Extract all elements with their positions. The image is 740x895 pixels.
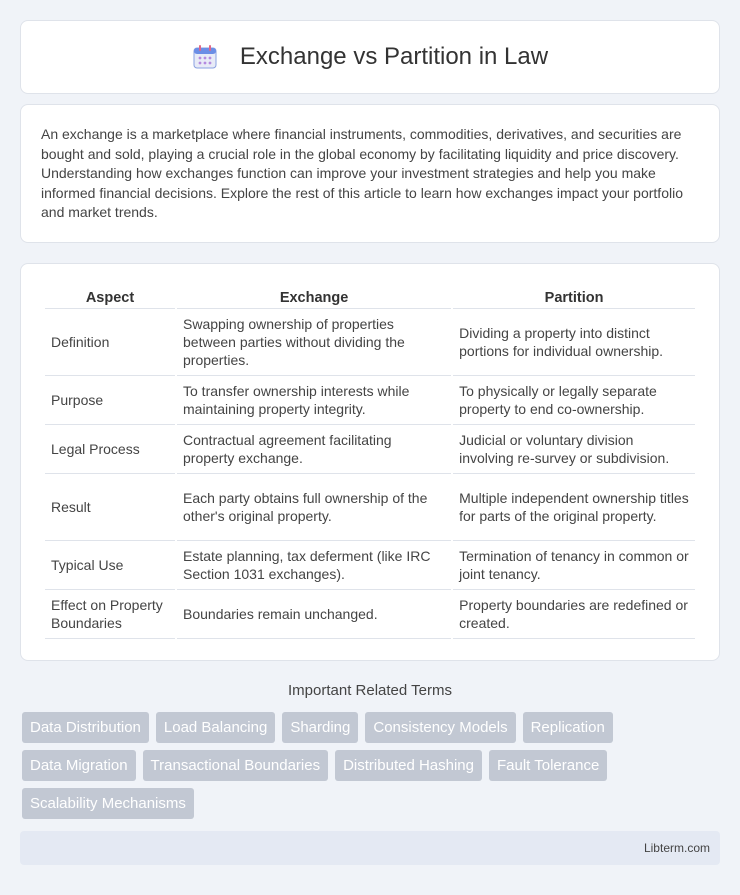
table-row bbox=[45, 425, 695, 474]
table-cell: Effect on Property Boundaries bbox=[45, 590, 175, 639]
table-cell: Multiple independent ownership titles for parts of the original property. bbox=[453, 474, 695, 541]
intro-text: An exchange is a marketplace where financial instruments, commodities, derivatives, and securities are bought and sold, playing a crucial role in the global economy by facilitating liquidity and price discovery. Understanding how exchanges function can improve your investment strategies and help you make informed financial decisions. Explore the rest of this article to learn how exchanges impact your portfolio and market trends. bbox=[41, 126, 683, 221]
tag-data-migration[interactable]: Data Migration bbox=[22, 750, 136, 781]
header-card bbox=[20, 20, 720, 94]
comparison-table-card bbox=[20, 263, 720, 661]
table-cell: Each party obtains full ownership of the other's original property. bbox=[177, 474, 451, 541]
footer bbox=[20, 831, 720, 865]
table-cell: Termination of tenancy in common or joint tenancy. bbox=[453, 541, 695, 590]
tag-replication[interactable]: Replication bbox=[523, 712, 613, 743]
footer-site-link[interactable]: Libterm.com bbox=[643, 841, 710, 855]
table-cell: Legal Process bbox=[45, 425, 175, 474]
calendar-icon bbox=[192, 44, 218, 70]
table-row bbox=[45, 541, 695, 590]
table-cell: Dividing a property into distinct portions for individual ownership. bbox=[453, 309, 695, 376]
table-row bbox=[45, 309, 695, 376]
tag-data-distribution[interactable]: Data Distribution bbox=[22, 712, 149, 743]
page-title: Exchange vs Partition in Law bbox=[239, 43, 549, 70]
header-exchange: Exchange bbox=[177, 284, 451, 309]
table-cell: Result bbox=[45, 474, 175, 541]
table-cell: Boundaries remain unchanged. bbox=[177, 590, 451, 639]
tag-transactional-boundaries[interactable]: Transactional Boundaries bbox=[143, 750, 329, 781]
table-cell: Definition bbox=[45, 309, 175, 376]
tag-load-balancing[interactable]: Load Balancing bbox=[156, 712, 275, 743]
table-cell: Purpose bbox=[45, 376, 175, 425]
table-row bbox=[45, 590, 695, 639]
tag-sharding[interactable]: Sharding bbox=[282, 712, 358, 743]
table-cell: Typical Use bbox=[45, 541, 175, 590]
table-cell: To physically or legally separate property to end co-ownership. bbox=[453, 376, 695, 425]
table-cell: To transfer ownership interests while maintaining property integrity. bbox=[177, 376, 451, 425]
header-aspect: Aspect bbox=[45, 284, 175, 309]
tag-fault-tolerance[interactable]: Fault Tolerance bbox=[489, 750, 607, 781]
table-cell: Contractual agreement facilitating property exchange. bbox=[177, 425, 451, 474]
tag-consistency-models[interactable]: Consistency Models bbox=[365, 712, 515, 743]
tag-distributed-hashing[interactable]: Distributed Hashing bbox=[335, 750, 482, 781]
table-cell: Swapping ownership of properties between parties without dividing the properties. bbox=[177, 309, 451, 376]
related-terms-title: Important Related Terms bbox=[288, 682, 452, 699]
table-row bbox=[45, 474, 695, 541]
related-terms-tags bbox=[22, 712, 712, 826]
table-cell: Property boundaries are redefined or created. bbox=[453, 590, 695, 639]
table-header-row bbox=[45, 284, 695, 309]
header-partition: Partition bbox=[453, 284, 695, 309]
table-cell: Judicial or voluntary division involving re-survey or subdivision. bbox=[453, 425, 695, 474]
intro-card bbox=[20, 104, 720, 243]
comparison-table bbox=[43, 284, 697, 639]
table-cell: Estate planning, tax deferment (like IRC Section 1031 exchanges). bbox=[177, 541, 451, 590]
tag-scalability-mechanisms[interactable]: Scalability Mechanisms bbox=[22, 788, 194, 819]
table-row bbox=[45, 376, 695, 425]
